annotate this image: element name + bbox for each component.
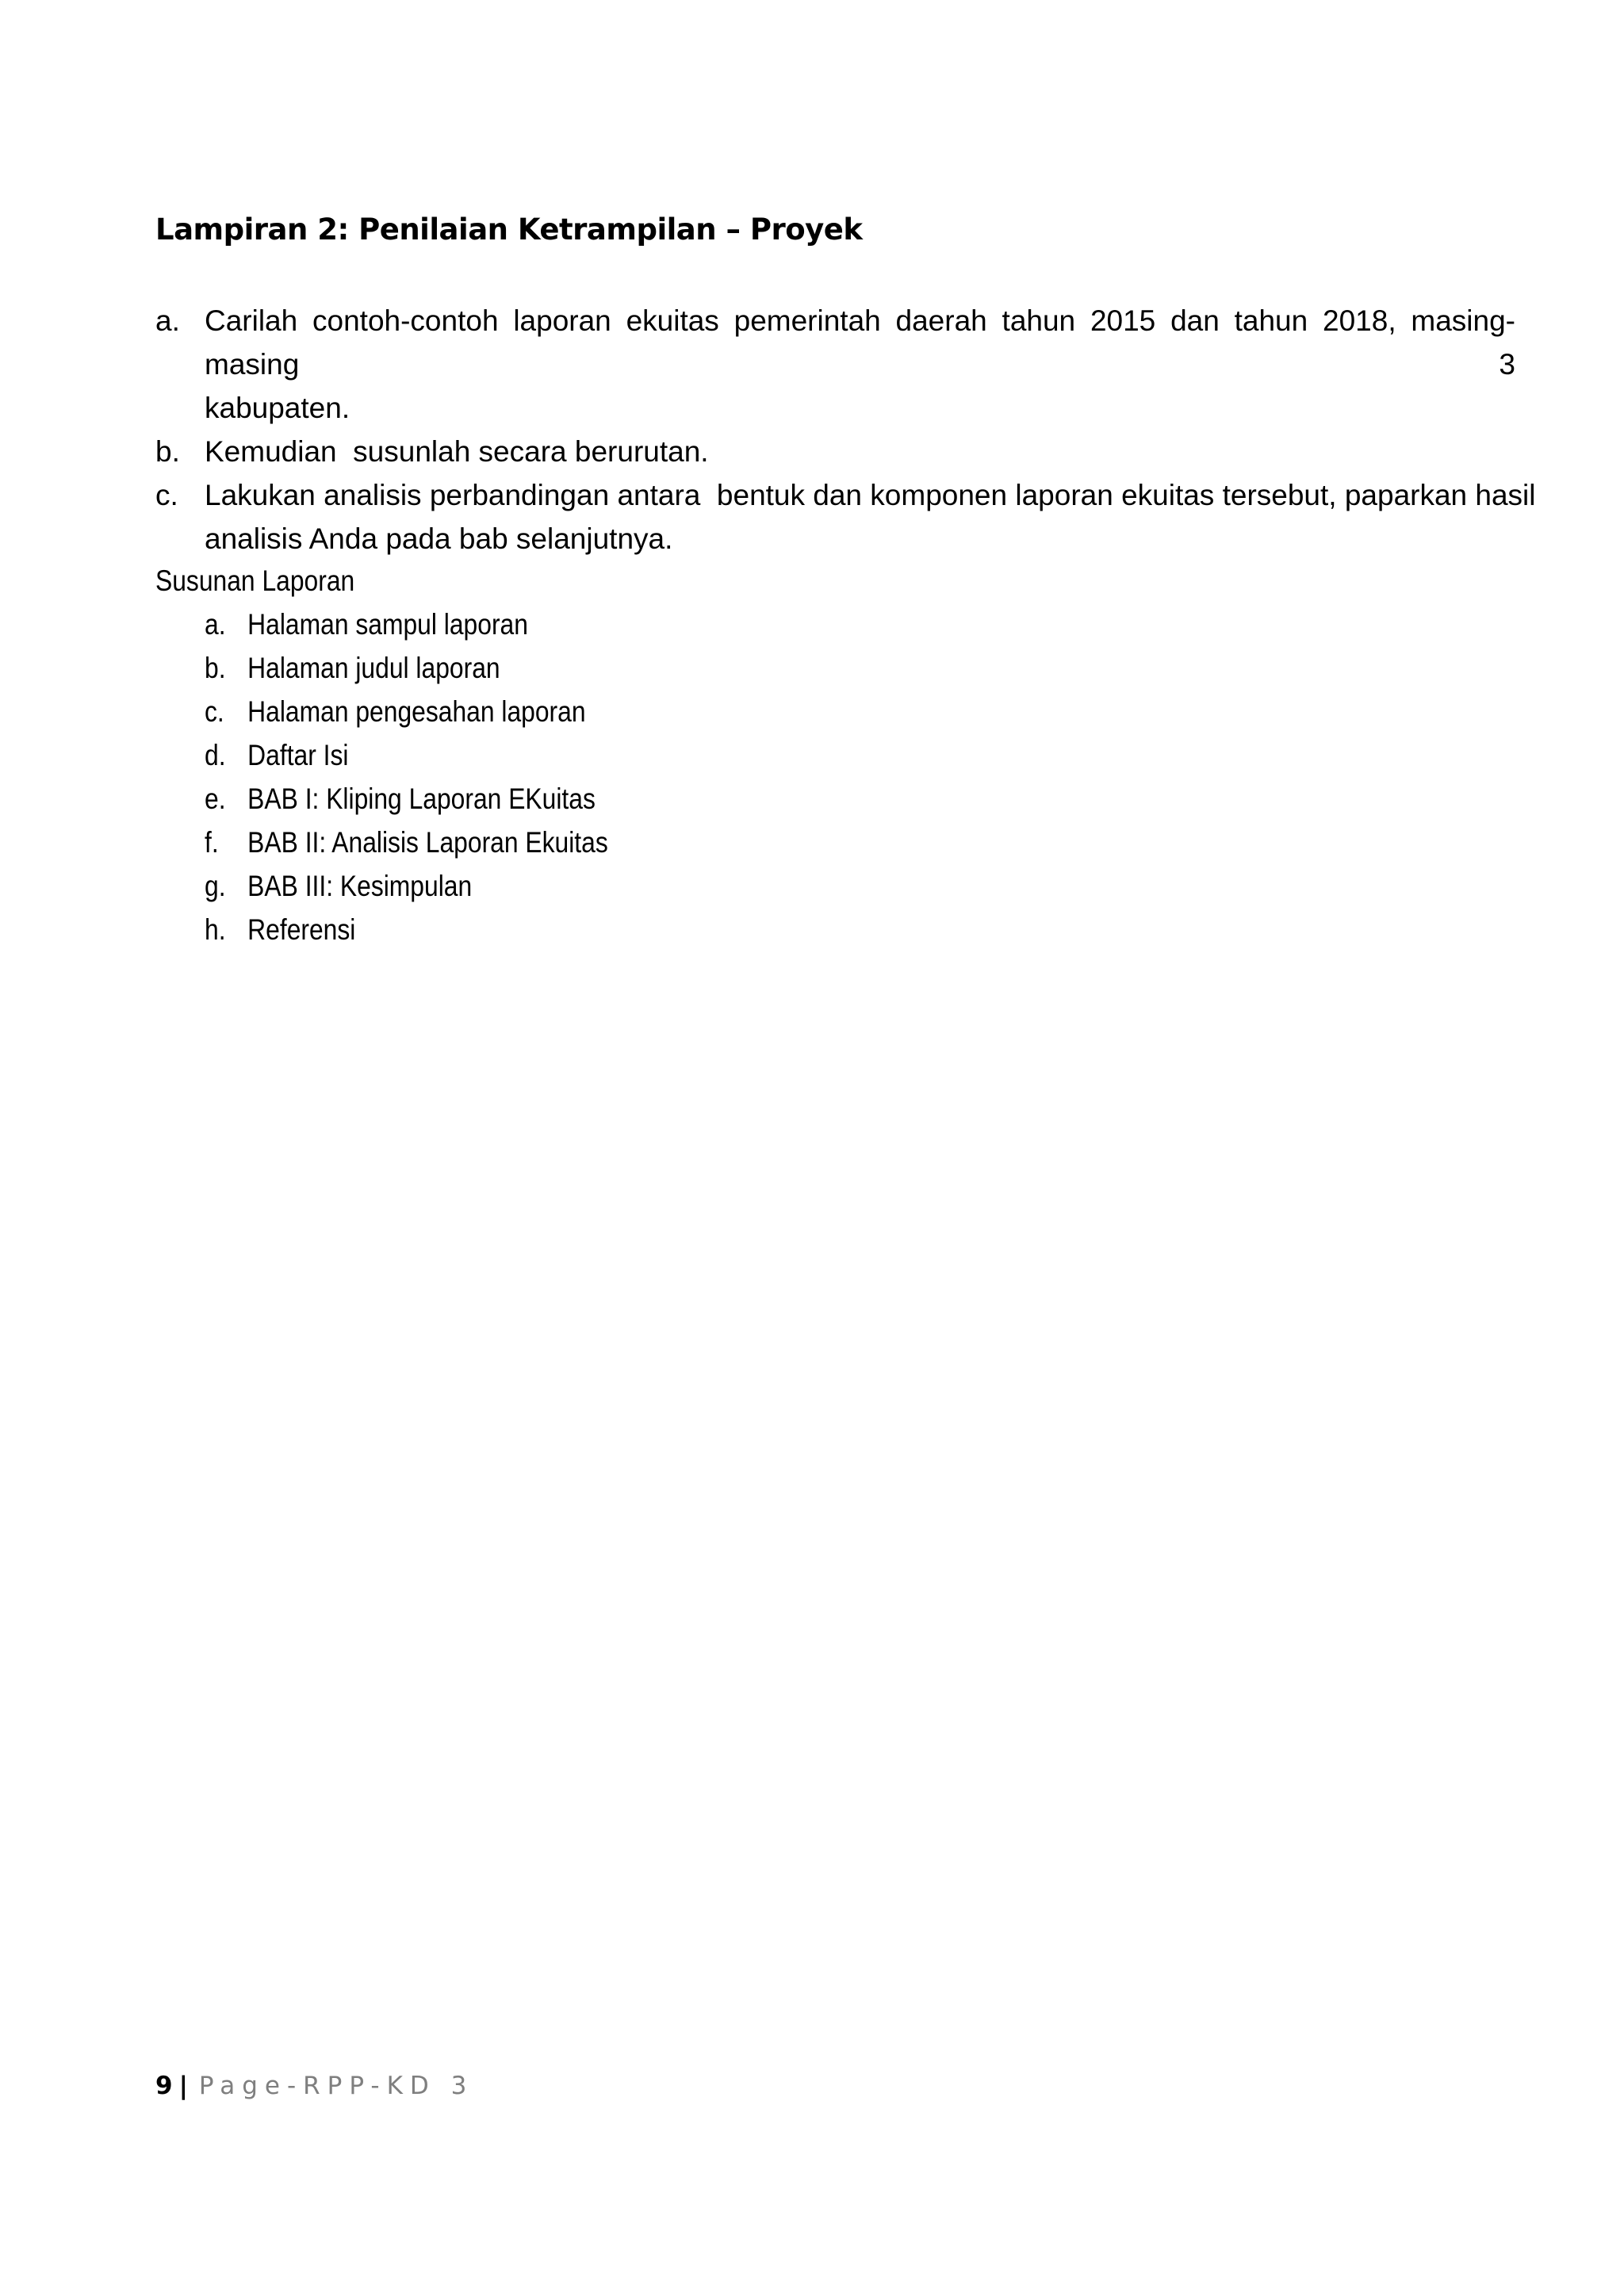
list-item (205, 821, 608, 864)
page-heading: Lampiran 2: Penilaian Ketrampilan – Proyek (155, 212, 863, 247)
list-marker: d. (205, 739, 226, 771)
list-marker: b. (205, 652, 226, 684)
list-marker: h. (205, 913, 226, 946)
list-marker: g. (205, 870, 226, 902)
report-structure-list (205, 603, 608, 951)
task-body (205, 473, 1536, 561)
list-item (205, 603, 608, 646)
task-text-line: analisis Anda pada bab selanjutnya. (205, 522, 673, 555)
task-body (205, 430, 1515, 473)
list-item-text: Halaman pengesahan laporan (247, 695, 586, 728)
list-marker: e. (205, 783, 226, 815)
report-structure-title: Susunan Laporan (155, 564, 355, 597)
list-item-text: BAB II: Analisis Laporan Ekuitas (247, 826, 608, 859)
footer-label: Page-RPP-KD 3 (198, 2072, 474, 2100)
task-body (205, 299, 1515, 430)
list-item-text: BAB III: Kesimpulan (247, 870, 473, 902)
list-item (205, 733, 608, 777)
task-item-c (155, 473, 1536, 561)
list-item (205, 908, 608, 951)
list-item-text: Halaman sampul laporan (247, 608, 528, 641)
list-item-text: Referensi (247, 913, 356, 946)
task-text-line: Carilah contoh-contoh laporan ekuitas pemerintah daerah tahun 2015 dan tahun 2018, masing-masing 3 (205, 304, 1515, 381)
list-marker: f. (205, 826, 219, 859)
task-text-line: Kemudian susunlah secara berurutan. (205, 435, 709, 468)
task-item-a (155, 299, 1515, 430)
page-number: 9 (155, 2072, 173, 2100)
footer-separator: | (178, 2072, 188, 2100)
list-marker: c. (205, 695, 224, 728)
list-item (205, 646, 608, 690)
task-item-b (155, 430, 1515, 473)
list-item-text: BAB I: Kliping Laporan EKuitas (247, 783, 596, 815)
task-marker: c. (155, 479, 178, 511)
list-item (205, 777, 608, 821)
list-item (205, 690, 608, 733)
task-text-line: kabupaten. (205, 392, 350, 424)
task-list (155, 299, 1536, 561)
task-text-line: Lakukan analisis perbandingan antara bentuk dan komponen laporan ekuitas tersebut, paparkan hasil (205, 479, 1536, 511)
task-marker: b. (155, 435, 180, 468)
task-marker: a. (155, 304, 180, 337)
list-marker: a. (205, 608, 226, 641)
list-item-text: Daftar Isi (247, 739, 349, 771)
page-footer (155, 2072, 473, 2100)
list-item-text: Halaman judul laporan (247, 652, 500, 684)
list-item (205, 864, 608, 908)
